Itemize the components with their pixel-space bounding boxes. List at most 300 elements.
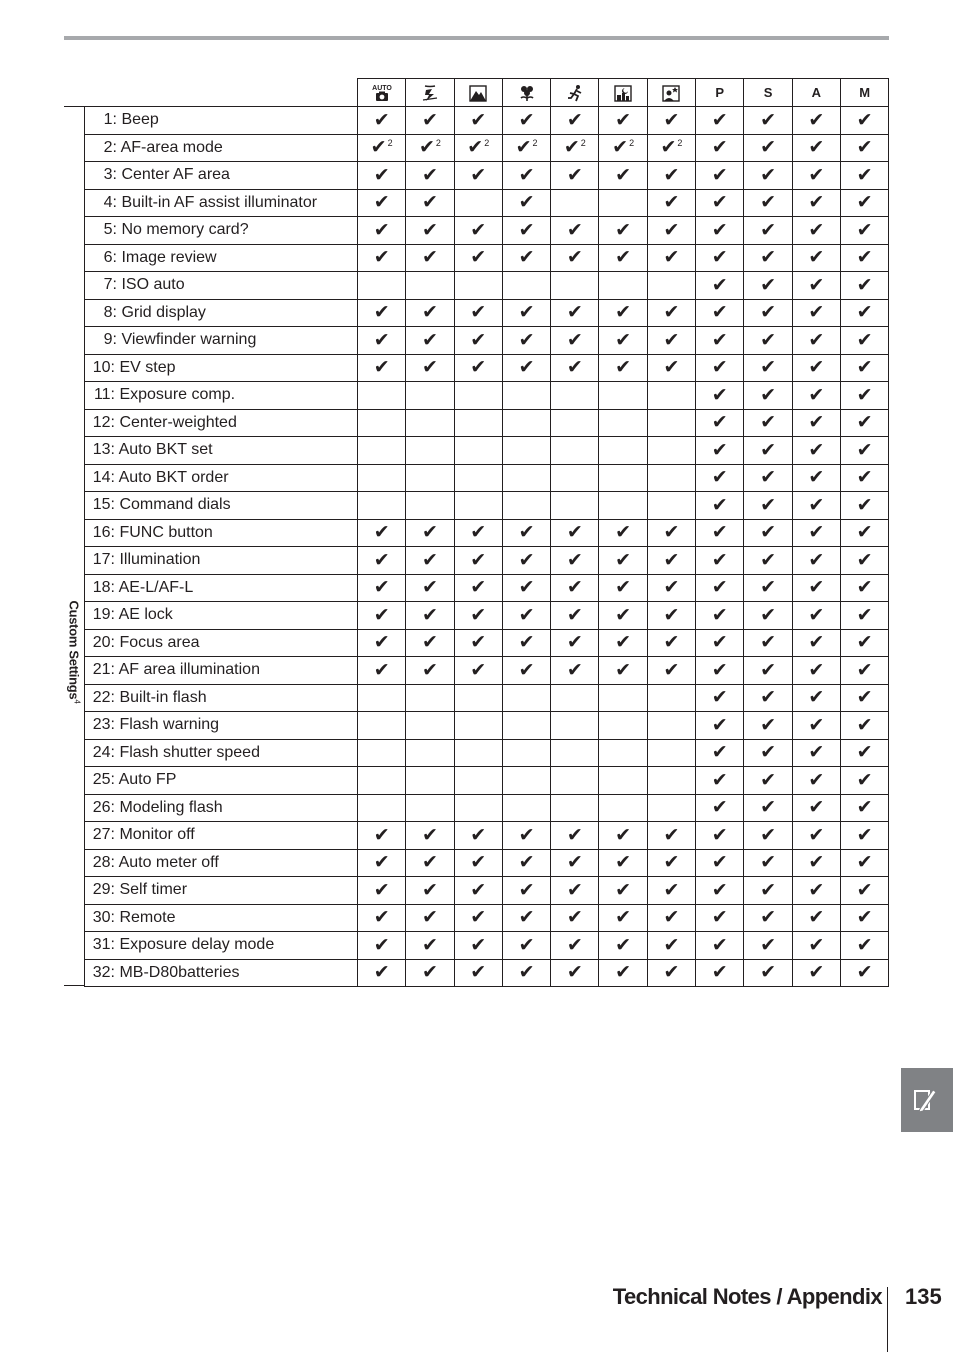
availability-cell: [406, 932, 454, 960]
check-mark: ✔: [566, 961, 583, 984]
availability-cell: [696, 904, 744, 932]
availability-cell: [502, 327, 550, 355]
availability-cell: [696, 519, 744, 547]
setting-name: AE-L/AF-L: [118, 578, 194, 596]
table-row: [85, 492, 889, 520]
availability-cell: [406, 492, 454, 520]
availability-cell: [502, 162, 550, 190]
availability-cell: [647, 877, 695, 905]
availability-cell: [840, 574, 888, 602]
check-mark: ✔: [470, 823, 487, 846]
availability-cell: [696, 629, 744, 657]
availability-cell: [647, 959, 695, 987]
check-mark: ✔: [711, 466, 728, 489]
availability-cell: [792, 849, 840, 877]
mode-header-night-portrait-icon: [647, 79, 695, 107]
setting-number: 12:: [92, 413, 115, 431]
check-mark: ✔: [856, 493, 873, 516]
check-mark: ✔: [470, 108, 487, 131]
setting-name: Focus area: [119, 633, 200, 651]
check-mark: ✔: [615, 548, 632, 571]
availability-cell: [647, 712, 695, 740]
availability-cell: [454, 107, 502, 135]
check-mark: ✔: [760, 548, 776, 571]
check-mark: ✔: [563, 136, 580, 159]
table-row: [85, 602, 889, 630]
availability-cell: [454, 217, 502, 245]
availability-cell: [744, 327, 792, 355]
setting-name: FUNC button: [119, 523, 213, 541]
check-mark: ✔: [760, 713, 776, 736]
setting-label: [85, 327, 358, 355]
check-mark: ✔: [808, 163, 825, 186]
check-mark: ✔: [518, 933, 535, 956]
availability-cell: [744, 217, 792, 245]
availability-cell: [840, 684, 888, 712]
check-mark: ✔: [760, 163, 776, 186]
availability-cell: [792, 299, 840, 327]
availability-cell: [792, 932, 840, 960]
availability-cell: [454, 822, 502, 850]
check-mark: ✔: [566, 521, 583, 544]
availability-cell: [502, 519, 550, 547]
table-row: [85, 134, 889, 162]
check-mark: ✔: [663, 658, 680, 681]
availability-cell: [840, 409, 888, 437]
availability-cell: [696, 877, 744, 905]
check-mark: ✔: [615, 246, 632, 269]
setting-name: Auto BKT set: [118, 441, 213, 459]
check-mark: ✔: [518, 548, 535, 571]
mode-header-close-up-icon: [502, 79, 550, 107]
check-mark: ✔: [518, 301, 535, 324]
availability-cell: [696, 657, 744, 685]
table-row: [85, 794, 889, 822]
availability-cell: [358, 382, 406, 410]
availability-cell: [647, 189, 695, 217]
availability-cell: [454, 409, 502, 437]
availability-cell: [551, 932, 599, 960]
availability-cell: [502, 574, 550, 602]
check-mark: ✔: [808, 438, 825, 461]
availability-cell: [792, 739, 840, 767]
availability-cell: [358, 107, 406, 135]
table-row: [85, 657, 889, 685]
availability-cell: [502, 932, 550, 960]
availability-cell: [647, 409, 695, 437]
check-mark: ✔: [856, 631, 873, 654]
check-mark: ✔: [663, 933, 680, 956]
check-mark: ✔: [711, 108, 728, 131]
availability-cell: [744, 574, 792, 602]
setting-number: 1:: [103, 111, 117, 129]
check-mark: ✔: [808, 906, 825, 929]
setting-name: Center-weighted: [119, 413, 237, 431]
table-row: [85, 877, 889, 905]
mode-header-s: [744, 79, 792, 107]
check-mark: ✔: [518, 163, 535, 186]
availability-cell: [454, 712, 502, 740]
setting-name: Built-in AF assist illuminator: [121, 193, 318, 211]
setting-number: 24:: [92, 743, 115, 761]
availability-cell: [406, 107, 454, 135]
mode-label: M: [859, 85, 871, 100]
availability-cell: [647, 684, 695, 712]
availability-cell: [502, 794, 550, 822]
availability-cell: [406, 877, 454, 905]
availability-cell: [599, 519, 647, 547]
check-mark: ✔: [470, 658, 487, 681]
availability-cell: [454, 959, 502, 987]
availability-cell: [792, 519, 840, 547]
availability-cell: [502, 877, 550, 905]
check-mark: ✔: [470, 548, 487, 571]
availability-cell: [599, 574, 647, 602]
check-mark: ✔: [760, 301, 776, 324]
check-mark: ✔: [808, 521, 825, 544]
setting-number: 29:: [92, 881, 115, 899]
setting-number: 8:: [103, 303, 117, 321]
setting-label: [85, 299, 358, 327]
availability-cell: [840, 657, 888, 685]
availability-cell: [502, 739, 550, 767]
mode-label: A: [811, 85, 822, 100]
check-mark: ✔: [808, 548, 825, 571]
availability-cell: [792, 244, 840, 272]
check-mark: ✔: [711, 438, 728, 461]
table-row: [85, 547, 889, 575]
mode-header-landscape-icon: [454, 79, 502, 107]
check-mark: ✔: [663, 356, 680, 379]
availability-cell: [840, 354, 888, 382]
check-mark: ✔: [808, 246, 825, 269]
availability-cell: [406, 767, 454, 795]
check-mark: ✔: [566, 356, 583, 379]
availability-cell: [358, 244, 406, 272]
availability-cell: [599, 327, 647, 355]
availability-cell: [551, 629, 599, 657]
check-mark: ✔: [856, 851, 873, 874]
availability-cell: [647, 299, 695, 327]
footnote-ref: 2: [387, 138, 393, 149]
check-mark: ✔: [711, 933, 728, 956]
check-mark: ✔: [808, 851, 825, 874]
availability-cell: [744, 382, 792, 410]
setting-name: MB-D80batteries: [119, 963, 240, 981]
table-row: [85, 574, 889, 602]
setting-label: [85, 574, 358, 602]
check-mark: ✔: [370, 136, 387, 159]
check-mark: ✔: [470, 301, 487, 324]
setting-label: [85, 794, 358, 822]
setting-number: 14:: [92, 468, 115, 486]
check-mark: ✔: [856, 356, 873, 379]
check-mark: ✔: [421, 163, 438, 186]
auto-mode-icon: [372, 83, 392, 103]
check-mark: ✔: [808, 658, 825, 681]
availability-cell: [358, 574, 406, 602]
availability-cell: [744, 437, 792, 465]
table-row: [85, 409, 889, 437]
availability-cell: [454, 574, 502, 602]
availability-cell: [406, 409, 454, 437]
availability-cell: [454, 877, 502, 905]
setting-label: [85, 629, 358, 657]
availability-cell: [696, 822, 744, 850]
availability-cell: [358, 684, 406, 712]
availability-cell: [551, 382, 599, 410]
check-mark: ✔: [711, 658, 728, 681]
table-row: [85, 382, 889, 410]
check-mark: ✔: [566, 906, 583, 929]
availability-cell: [454, 189, 502, 217]
mode-header-auto-flash-off-icon: [406, 79, 454, 107]
check-mark: ✔: [711, 136, 728, 159]
availability-cell: [454, 464, 502, 492]
availability-cell: [406, 134, 454, 162]
availability-cell: [358, 409, 406, 437]
check-mark: ✔: [856, 686, 873, 709]
check-mark: ✔: [615, 961, 632, 984]
check-mark: ✔: [663, 328, 680, 351]
footnote-ref: 2: [629, 138, 635, 149]
availability-cell: [551, 739, 599, 767]
table-row: [85, 299, 889, 327]
availability-cell: [358, 547, 406, 575]
availability-cell: [744, 767, 792, 795]
availability-cell: [599, 492, 647, 520]
check-mark: ✔: [615, 851, 632, 874]
availability-cell: [599, 547, 647, 575]
availability-cell: [840, 162, 888, 190]
availability-cell: [792, 629, 840, 657]
check-mark: ✔: [808, 136, 825, 159]
availability-cell: [744, 629, 792, 657]
availability-cell: [647, 464, 695, 492]
check-mark: ✔: [760, 328, 776, 351]
availability-cell: [551, 244, 599, 272]
check-mark: ✔: [566, 246, 583, 269]
availability-cell: [358, 767, 406, 795]
availability-cell: [454, 354, 502, 382]
check-mark: ✔: [421, 356, 438, 379]
table-row: [85, 327, 889, 355]
availability-cell: [647, 657, 695, 685]
availability-cell: [696, 684, 744, 712]
availability-cell: [840, 327, 888, 355]
check-mark: ✔: [566, 851, 583, 874]
setting-name: Grid display: [121, 303, 206, 321]
availability-cell: [551, 712, 599, 740]
setting-number: 2:: [103, 138, 117, 156]
check-mark: ✔: [612, 136, 629, 159]
setting-label: [85, 409, 358, 437]
check-mark: ✔: [760, 961, 776, 984]
check-mark: ✔: [856, 741, 873, 764]
availability-cell: [551, 904, 599, 932]
check-mark: ✔: [760, 466, 776, 489]
availability-cell: [551, 162, 599, 190]
check-mark: ✔: [711, 961, 728, 984]
check-mark: ✔: [808, 603, 825, 626]
setting-number: 27:: [92, 826, 115, 844]
check-mark: ✔: [518, 603, 535, 626]
availability-cell: [792, 574, 840, 602]
availability-cell: [454, 657, 502, 685]
availability-cell: [840, 217, 888, 245]
availability-cell: [744, 492, 792, 520]
check-mark: ✔: [373, 163, 390, 186]
availability-cell: [599, 354, 647, 382]
setting-label: [85, 217, 358, 245]
auto-flash-off-icon: [420, 83, 440, 103]
setting-name: Auto BKT order: [118, 468, 229, 486]
availability-cell: [454, 602, 502, 630]
availability-cell: [744, 602, 792, 630]
availability-cell: [840, 794, 888, 822]
check-mark: ✔: [615, 576, 632, 599]
setting-name: Illumination: [119, 551, 201, 569]
availability-cell: [599, 299, 647, 327]
availability-cell: [454, 932, 502, 960]
check-mark: ✔: [760, 878, 776, 901]
setting-name: EV step: [119, 358, 176, 376]
check-mark: ✔: [760, 933, 776, 956]
setting-name: Exposure delay mode: [119, 936, 275, 954]
check-mark: ✔: [856, 191, 873, 214]
availability-cell: [647, 574, 695, 602]
check-mark: ✔: [808, 576, 825, 599]
check-mark: ✔: [470, 961, 487, 984]
availability-cell: [502, 959, 550, 987]
availability-cell: [792, 162, 840, 190]
availability-cell: [696, 959, 744, 987]
check-mark: ✔: [808, 328, 825, 351]
availability-cell: [599, 657, 647, 685]
check-mark: ✔: [518, 576, 535, 599]
availability-cell: [744, 189, 792, 217]
availability-cell: [551, 822, 599, 850]
availability-cell: [551, 107, 599, 135]
check-mark: ✔: [760, 383, 776, 406]
check-mark: ✔: [470, 933, 487, 956]
check-mark: ✔: [711, 576, 728, 599]
availability-cell: [792, 547, 840, 575]
availability-cell: [599, 189, 647, 217]
check-mark: ✔: [856, 163, 873, 186]
availability-cell: [502, 684, 550, 712]
check-mark: ✔: [711, 218, 728, 241]
setting-name: Monitor off: [119, 826, 195, 844]
check-mark: ✔: [760, 906, 776, 929]
check-mark: ✔: [856, 411, 873, 434]
check-mark: ✔: [856, 301, 873, 324]
footnote-ref: 2: [435, 138, 441, 149]
availability-cell: [696, 932, 744, 960]
availability-cell: [599, 134, 647, 162]
availability-cell: [406, 382, 454, 410]
check-mark: ✔: [760, 851, 776, 874]
check-mark: ✔: [373, 548, 390, 571]
check-mark: ✔: [470, 328, 487, 351]
check-mark: ✔: [808, 218, 825, 241]
check-mark: ✔: [421, 548, 438, 571]
check-mark: ✔: [566, 328, 583, 351]
availability-cell: [406, 629, 454, 657]
check-mark: ✔: [518, 356, 535, 379]
check-mark: ✔: [566, 108, 583, 131]
availability-cell: [792, 822, 840, 850]
availability-cell: [647, 822, 695, 850]
check-mark: ✔: [615, 301, 632, 324]
availability-cell: [551, 189, 599, 217]
availability-cell: [454, 437, 502, 465]
availability-cell: [551, 849, 599, 877]
availability-cell: [358, 134, 406, 162]
check-mark: ✔: [373, 218, 390, 241]
availability-cell: [840, 464, 888, 492]
check-mark: ✔: [808, 961, 825, 984]
check-mark: ✔: [663, 851, 680, 874]
availability-cell: [599, 849, 647, 877]
availability-cell: [454, 327, 502, 355]
check-mark: ✔: [421, 961, 438, 984]
check-mark: ✔: [808, 713, 825, 736]
availability-cell: [502, 354, 550, 382]
check-mark: ✔: [760, 631, 776, 654]
check-mark: ✔: [760, 686, 776, 709]
setting-number: 7:: [103, 276, 117, 294]
availability-cell: [551, 547, 599, 575]
availability-cell: [744, 519, 792, 547]
availability-cell: [551, 794, 599, 822]
availability-cell: [696, 272, 744, 300]
check-mark: ✔: [856, 961, 873, 984]
availability-cell: [502, 134, 550, 162]
mode-header-p: [696, 79, 744, 107]
availability-cell: [502, 657, 550, 685]
availability-cell: [696, 327, 744, 355]
check-mark: ✔: [808, 878, 825, 901]
availability-cell: [551, 657, 599, 685]
check-mark: ✔: [663, 576, 680, 599]
availability-cell: [406, 822, 454, 850]
check-mark: ✔: [856, 218, 873, 241]
setting-label: [85, 712, 358, 740]
setting-label: [85, 959, 358, 987]
availability-cell: [502, 189, 550, 217]
check-mark: ✔: [856, 603, 873, 626]
availability-cell: [358, 437, 406, 465]
check-mark: ✔: [470, 906, 487, 929]
check-mark: ✔: [711, 356, 728, 379]
availability-cell: [406, 574, 454, 602]
availability-cell: [696, 382, 744, 410]
mode-header-a: [792, 79, 840, 107]
check-mark: ✔: [660, 136, 677, 159]
availability-cell: [358, 739, 406, 767]
availability-cell: [599, 932, 647, 960]
check-mark: ✔: [518, 521, 535, 544]
availability-cell: [647, 767, 695, 795]
availability-cell: [792, 382, 840, 410]
check-mark: ✔: [373, 108, 390, 131]
check-mark: ✔: [470, 603, 487, 626]
check-mark: ✔: [566, 163, 583, 186]
availability-cell: [358, 162, 406, 190]
availability-cell: [454, 904, 502, 932]
availability-cell: [792, 767, 840, 795]
